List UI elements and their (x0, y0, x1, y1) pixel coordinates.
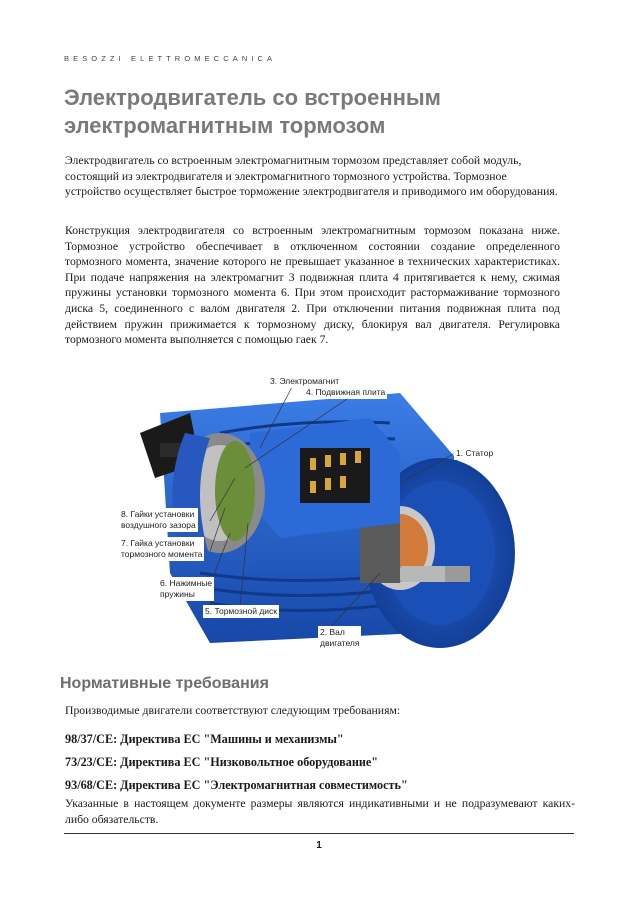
label-springs: 6. Нажимные пружины (160, 578, 213, 599)
label-electromagnet: 3. Электромагнит (270, 376, 340, 386)
intro-paragraph: Электродвигатель со встроенным электромагнитным тормозом представляет собой модуль, состоящий из электродвигателя и электромагнитного тормозного устройства. Тормозное устройство осуществляет быстрое торможение электродвигателя и приводимого им оборудования. (65, 154, 558, 199)
title-line-1: Электродвигатель со встроенным (64, 85, 441, 110)
requirements-intro: Производимые двигатели соответствуют следующим требованиям: (65, 704, 401, 717)
footer-divider (64, 833, 574, 834)
label-air-gap-nuts: 8. Гайки установки воздушного зазора (121, 509, 196, 530)
directive-item: 98/37/CE: Директива ЕС "Машины и механизмы" (65, 732, 344, 746)
label-stator: 1. Статор (456, 448, 494, 458)
directive-item: 93/68/CE: Директива ЕС "Электромагнитная совместимость" (65, 778, 408, 792)
page-title (64, 84, 584, 140)
label-moving-plate: 4. Подвижная плита (306, 387, 386, 397)
directive-item: 73/23/CE: Директива ЕС "Низковольтное оборудование" (65, 755, 379, 769)
disclaimer-note: Указанные в настоящем документе размеры являются индикативными и не подразумевают каких-либо обязательств. (65, 797, 575, 826)
label-brake-disc: 5. Тормозной диск (205, 606, 278, 616)
brand-header: BESOZZI ELETTROMECCANICA (64, 54, 277, 63)
construction-paragraph: Конструкция электродвигателя со встроенным электромагнитным тормозом показана ниже. Тормозное устройство обеспечивает в отключенном состоянии создание определенного тормозного момента, значение которого не превышает указанное в технических характеристиках. При подаче напряжения на электромагнит 3 подвижная плита 4 притягивается к нему, сжимая пружины установки тормозного момента 6. При этом происходит растормаживание тормозного диска 5, соединенного с валом двигателя 2. При отключении питания подвижная плита под действием пружин прижимается к тормозному диску, блокируя вал двигателя. Регулировка тормозного момента выполняется с помощью гаек 7. (65, 224, 560, 347)
label-motor-shaft: 2. Вал двигателя (320, 627, 360, 648)
label-torque-nut: 7. Гайка установки тормозного момента (121, 538, 203, 559)
page-number: 1 (316, 840, 322, 851)
motor-cutaway-figure (100, 373, 520, 665)
requirements-heading: Нормативные требования (60, 675, 269, 692)
title-line-2: электромагнитным тормозом (64, 113, 386, 138)
